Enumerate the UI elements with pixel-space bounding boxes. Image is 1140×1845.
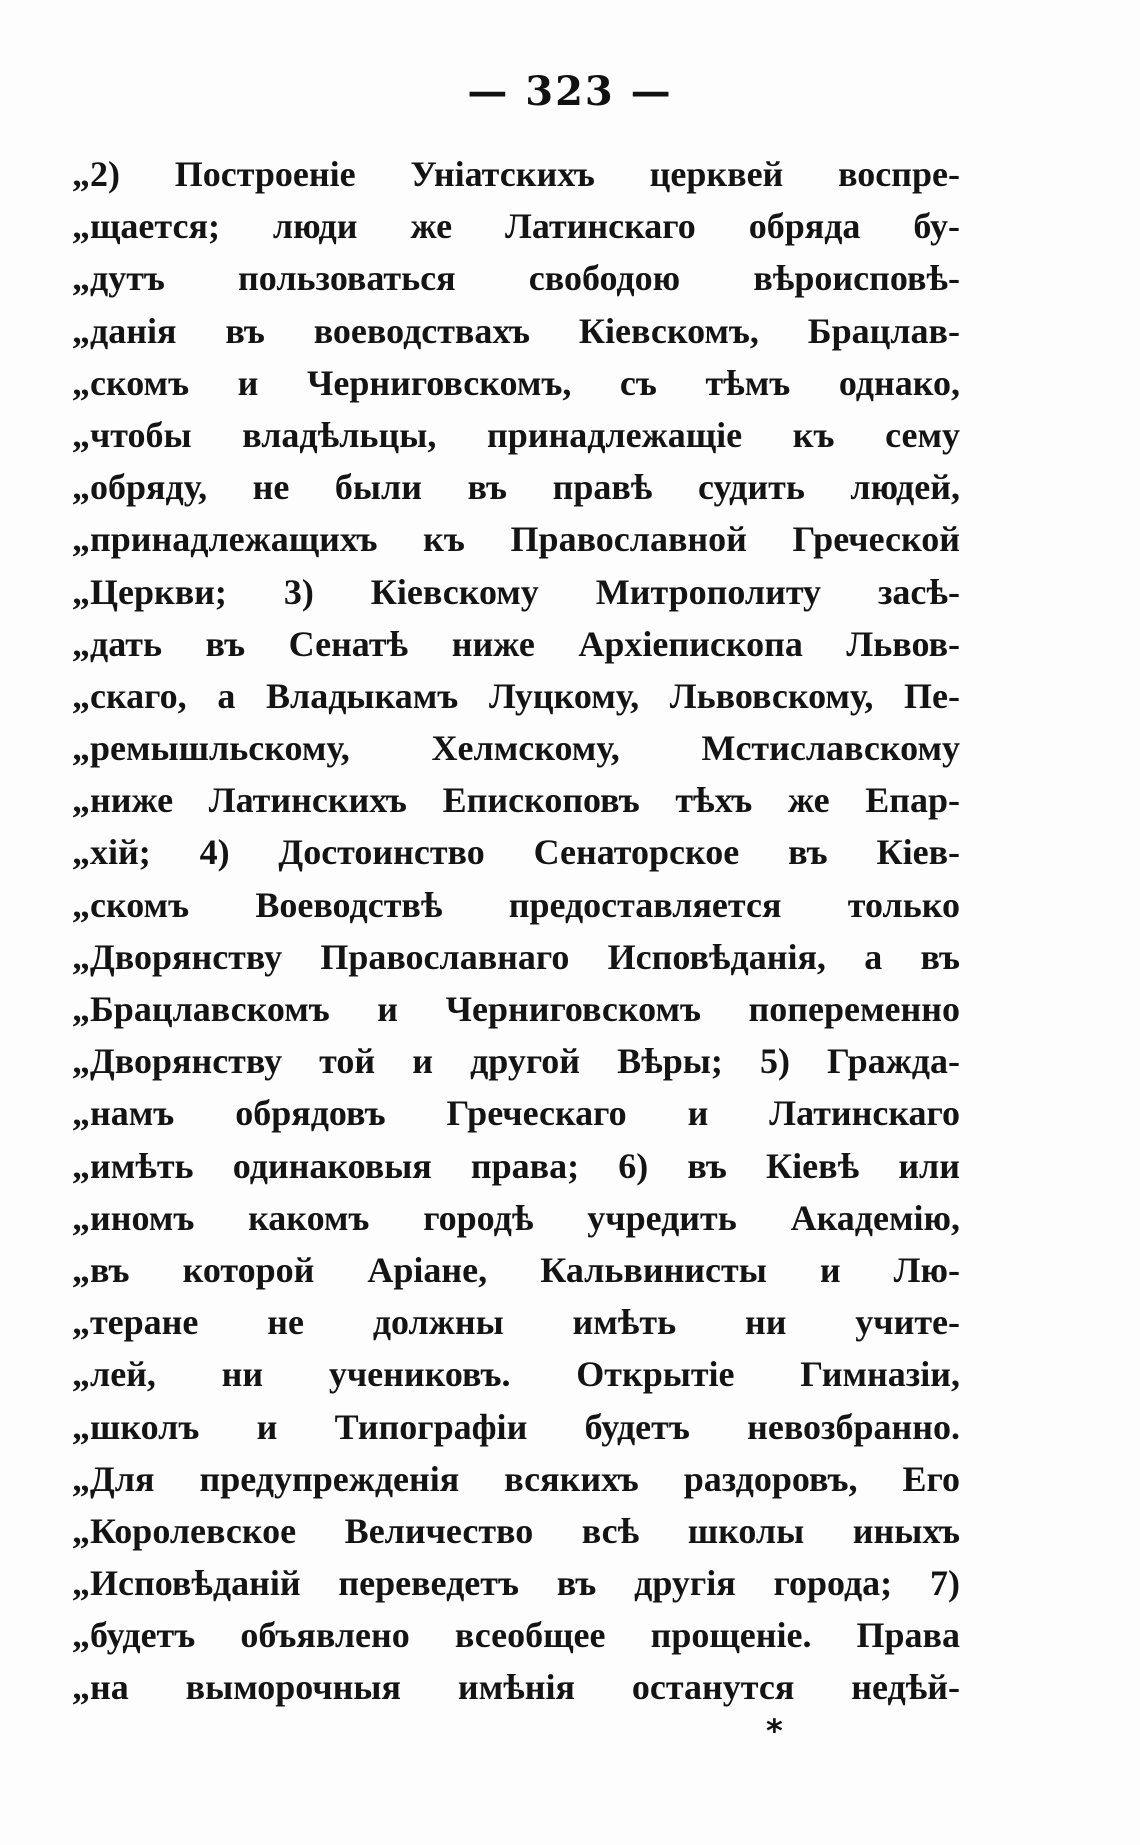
text-line: „2) Построеніе Уніатскихъ церквей воспре-: [72, 154, 960, 194]
text-line: „намъ обрядовъ Греческаго и Латинскаго: [72, 1093, 960, 1134]
text-line: „принадлежащихъ къ Православной Греческой: [72, 519, 960, 560]
text-line: „школъ и Типографіи будетъ невозбранно.: [72, 1406, 960, 1447]
text-line: „скомъ Воеводствѣ предоставляется только: [72, 884, 960, 925]
text-line: „обряду, не были въ правѣ судить людей,: [72, 467, 960, 508]
text-line: „скомъ и Черниговскомъ, съ тѣмъ однако,: [72, 362, 960, 403]
text-line: „скаго, а Владыкамъ Луцкому, Львовскому, Пе-: [72, 675, 960, 716]
text-line: „въ которой Аріане, Кальвинисты и Лю-: [72, 1249, 960, 1290]
text-line: „Королевское Величество всѣ школы иныхъ: [72, 1510, 960, 1551]
text-line: „имѣть одинаковыя права; 6) въ Кіевѣ или: [72, 1145, 960, 1186]
text-line: „ниже Латинскихъ Епископовъ тѣхъ же Епар-: [72, 780, 960, 821]
text-line: „хій; 4) Достоинство Сенаторское въ Кіев-: [72, 832, 960, 873]
text-line: „дутъ пользоваться свободою вѣроисповѣ-: [72, 258, 960, 299]
text-line: „Дворянству Православнаго Исповѣданія, а въ: [72, 936, 960, 977]
catchword-asterisk: *: [766, 1712, 783, 1750]
body-text: [72, 148, 960, 1714]
text-line: „Для предупрежденія всякихъ раздоровъ, Его: [72, 1458, 960, 1499]
text-line: „данія въ воеводствахъ Кіевскомъ, Брацлав-: [72, 310, 960, 351]
text-line: „теране не должны имѣть ни учите-: [72, 1302, 960, 1343]
text-line: „Церкви; 3) Кіевскому Митрополиту засѣ-: [72, 571, 960, 612]
text-line: „Исповѣданій переведетъ въ другія города; 7): [72, 1563, 960, 1604]
text-line: „будетъ объявлено всеобщее прощеніе. Права: [72, 1615, 960, 1656]
text-line: „Дворянству той и другой Вѣры; 5) Гражда-: [72, 1041, 960, 1082]
text-line: „Брацлавскомъ и Черниговскомъ попеременно: [72, 989, 960, 1029]
text-line: „щается; люди же Латинскаго обряда бу-: [72, 206, 960, 247]
text-line: „чтобы владѣльцы, принадлежащіе къ сему: [72, 414, 960, 455]
text-line: „ремышльскому, Хелмскому, Мстиславскому: [72, 728, 960, 769]
text-line: „иномъ какомъ городѣ учредить Академію,: [72, 1197, 960, 1238]
text-line: „лей, ни учениковъ. Открытіе Гимназіи,: [72, 1354, 960, 1395]
page-number: — 323 —: [467, 68, 673, 115]
text-line: „дать въ Сенатѣ ниже Архіепископа Львов-: [72, 623, 960, 664]
text-line: „на выморочныя имѣнія останутся недѣй-: [72, 1667, 960, 1708]
